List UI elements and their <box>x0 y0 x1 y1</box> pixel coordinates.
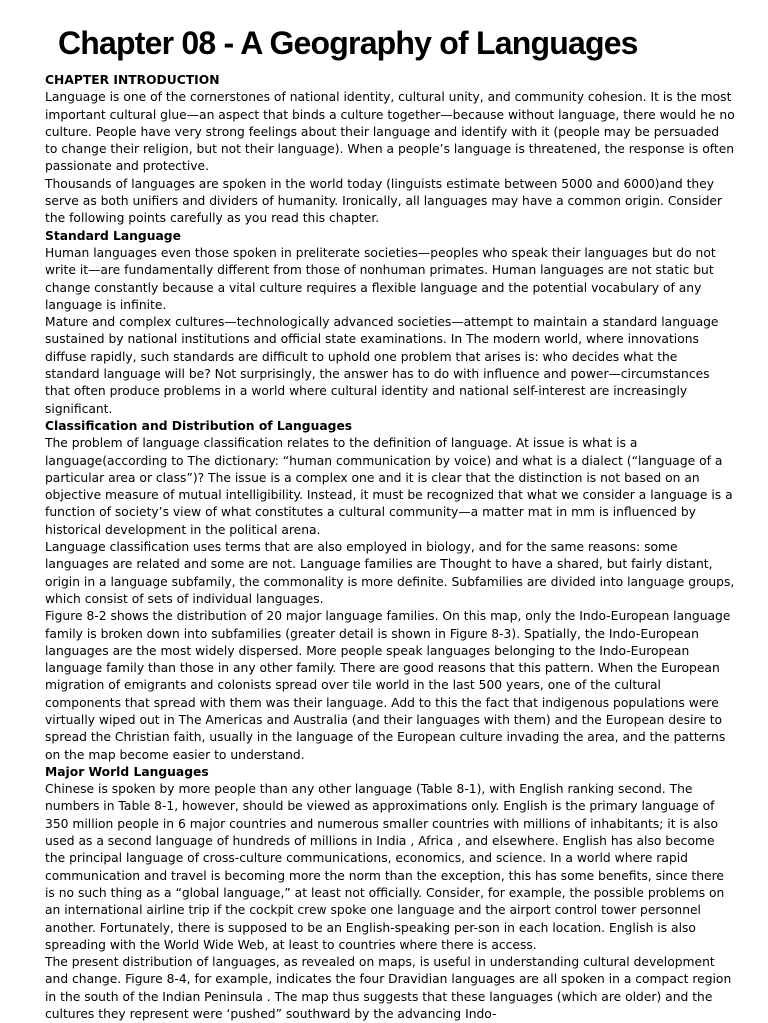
paragraph: Thousands of languages are spoken in the world today (linguists estimate between 5000 and 6000)and they serve as both unifiers and dividers of humanity. Ironically, all languages may have a common origin. Consider the following points carefully as you read this chapter. <box>45 176 722 226</box>
paragraph: Language classification uses terms that are also employed in biology, and for the same reasons: some languages are related and some are not. Language families are Thought to have a shared, but fairly distant, origin in a language subfamily, the commonality is more definite. Subfamilies are divided into language groups, which consist of sets of individual languages. <box>45 540 735 606</box>
section-standard-language <box>45 228 735 418</box>
paragraph: The problem of language classification relates to the definition of language. At issue is what is a language(according to The dictionary: “human communication by voice) and what is a dialect (“language of a particular area or class”)? The issue is a complex one and it is clear that the distinction is not based on an objective measure of mutual intelligibility. Instead, it must be recognized that what we consider a language is a function of society’s view of what constitutes a cultural community—a matter mat in mm is influenced by historical development in the political arena. <box>45 436 733 537</box>
section-chapter-introduction <box>45 72 735 228</box>
section-heading: Classification and Distribution of Languages <box>45 418 353 433</box>
section-heading: Major World Languages <box>45 764 209 779</box>
section-heading: Standard Language <box>45 228 181 243</box>
section-major-world-languages <box>45 764 735 1023</box>
section-classification-distribution <box>45 418 735 764</box>
paragraph: Human languages even those spoken in preliterate societies—peoples who speak their languages but do not write it—are fundamentally different from those of nonhuman primates. Human languages are not static but change constantly because a vital culture requires a flexible language and the potential vocabulary of any language is infinite. <box>45 245 716 312</box>
page-title: Chapter 08 - A Geography of Languages <box>58 25 638 61</box>
section-heading: CHAPTER INTRODUCTION <box>45 73 220 87</box>
paragraph: Language is one of the cornerstones of national identity, cultural unity, and community cohesion. It is the most important cultural glue—an aspect that binds a culture together—because without language, there would he no culture. People have very strong feelings about their language and identify with it (people may be persuaded to change their religion, but not their language). When a people’s language is threatened, the response is often passionate and protective. <box>45 90 735 174</box>
paragraph: Figure 8-2 shows the distribution of 20 major language families. On this map, only the Indo-European language family is broken down into subfamilies (greater detail is shown in Figure 8-3). Spatially, the Indo-European languages are the most widely dispersed. More people speak languages belonging to the Indo-European language family than those in any other family. There are good reasons that this pattern. When the European migration of emigrants and colonists spread over tile world in the last 500 years, one of the cultural components that spread with them was their language. Add to this the fact that indigenous populations were virtually wiped out in The Americas and Australia (and their languages with them) and the European desire to spread the Christian faith, usually in the language of the European culture invading the area, and the patterns on the map become easier to understand. <box>45 609 731 762</box>
paragraph: Chinese is spoken by more people than any other language (Table 8-1), with English ranking second. The numbers in Table 8-1, however, should be viewed as approximations only. English is the primary language of 350 million people in 6 major countries and numerous smaller countries with millions of inhabitants; it is also used as a second language of hundreds of millions in India , Africa , and elsewhere. English has also become the principal language of cross-culture communications, economics, and science. In a world where rapid communication and travel is becoming more the norm than the exception, this has some benefits, since there is no such thing as a “global language,” at least not officially. Consider, for example, the possible problems on an international airline trip if the cockpit crew spoke one language and the airport control tower personnel another. Fortunately, there is supposed to be an English-speaking per-son in each location. English is also spreading with the World Wide Web, at least to countries where there is access. <box>45 782 725 952</box>
paragraph: Mature and complex cultures—technologically advanced societies—attempt to maintain a standard language sustained by national institutions and official state examinations. In The modern world, where innovations diffuse rapidly, such standards are difficult to uphold one problem that arises is: who decides what the standard language will be? Not surprisingly, the answer has to do with influence and power—circumstances that often produce problems in a world where cultural identity and national self-interest are increasingly significant. <box>45 315 719 416</box>
paragraph: The present distribution of languages, as revealed on maps, is useful in understanding cultural development and change. Figure 8-4, for example, indicates the four Dravidian languages are all spoken in a compact region in the south of the Indian Peninsula . The map thus suggests that these languages (which are older) and the cultures they represent were ‘pushed” southward by the advancing Indo- <box>45 955 732 1022</box>
document-body <box>45 72 735 1023</box>
